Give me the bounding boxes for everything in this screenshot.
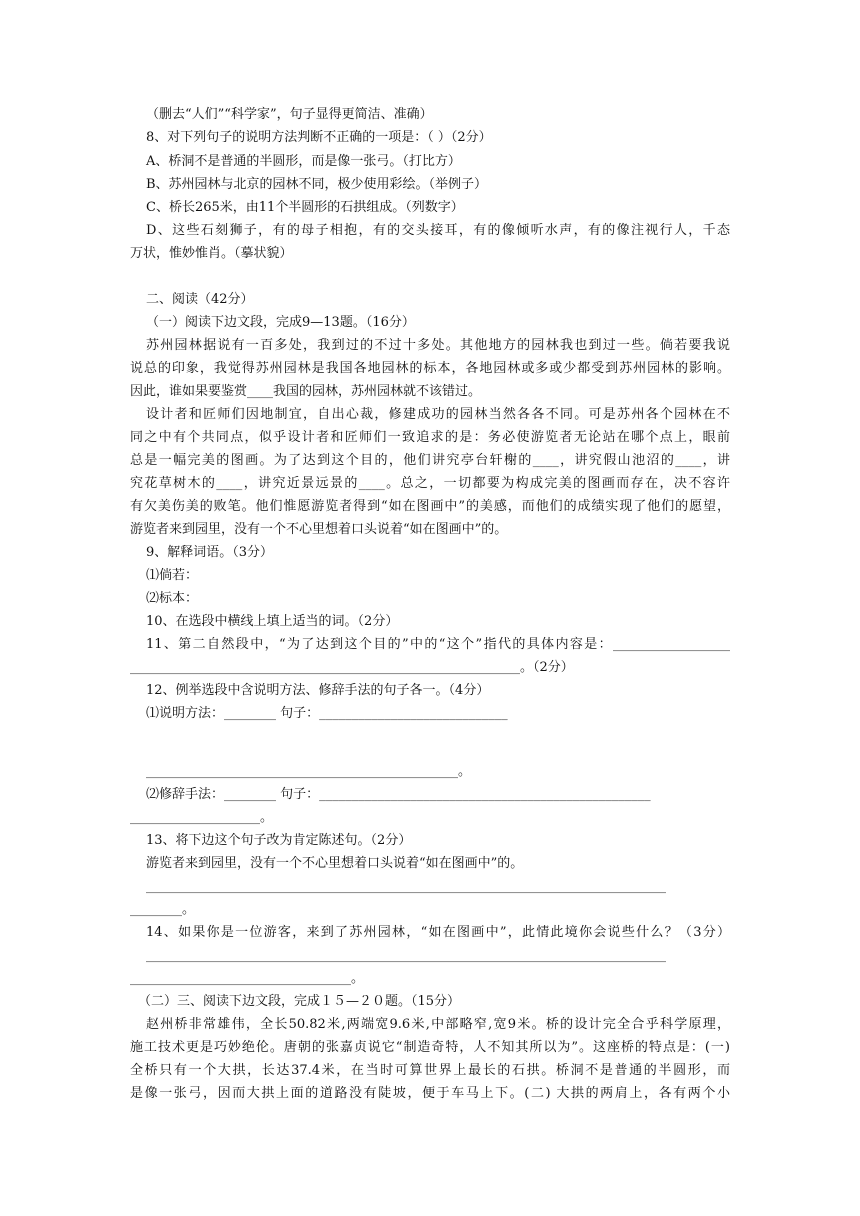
- section-2-title: 二、阅读（42分）: [146, 292, 254, 307]
- passage-line: 是像一张弓，因而大拱上面的道路没有陡坡，便于车马上下。(二) 大拱的两肩上，各有两个小: [130, 1086, 730, 1101]
- question-12-2: ⑵修辞手法：________ 句子：___________________________________________________: [146, 787, 651, 802]
- question-12: 12、例举选段中含说明方法、修辞手法的句子各一。（4分）: [146, 683, 490, 698]
- option-a: A、桥洞不是普通的半圆形，而是像一张弓。（打比方）: [146, 154, 461, 169]
- question-9-2: ⑵标本：: [146, 591, 199, 606]
- question-13-sentence: 游览者来到园里，没有一个不心里想着口头说着“如在图画中”的。: [146, 856, 524, 871]
- passage-line: 赵州桥非常雄伟，全长50.82米,两端宽9.6米,中部略窄,宽9米。桥的设计完全合乎科学原理，: [146, 1017, 730, 1032]
- question-12-1-answer-line: ________________________________________________。: [146, 764, 471, 779]
- question-11: 11、第二自然段中，“为了达到这个目的”中的“这个”指代的具体内容是：__________________: [146, 637, 730, 652]
- passage-2-instruction: （二）三、阅读下边文段，完成１５—２０题。（15分）: [138, 994, 461, 1009]
- passage-line: 设计者和匠师们因地制宜，自出心裁，修建成功的园林当然各各不同。可是苏州各个园林在不: [146, 407, 730, 422]
- question-13-answer-line: ________。: [130, 902, 196, 917]
- question-8: 8、对下列句子的说明方法判断不正确的一项是：（ ）（2分）: [146, 130, 492, 145]
- passage-line: 游览者来到园里，没有一个不心里想着口头说着“如在图画中”的。: [130, 522, 508, 537]
- option-d: D、这些石刻狮子，有的母子相抱，有的交头接耳，有的像倾听水声，有的像注视行人，千态: [146, 223, 730, 238]
- question-10: 10、在选段中横线上填上适当的词。（2分）: [146, 614, 399, 629]
- passage-line: 总是一幅完美的图画。为了达到这个目的，他们讲究亭台轩榭的____，讲究假山池沼的____，讲: [130, 453, 730, 468]
- option-b: B、苏州园林与北京的园林不同，极少使用彩绘。（举例子）: [146, 177, 488, 192]
- passage-line: 说总的印象，我觉得苏州园林是我国各地园林的标本，各地园林或多或少都受到苏州园林的影响。: [130, 361, 730, 376]
- passage-line: 有欠美伤美的败笔。他们惟愿游览者得到“如在图画中”的美感，而他们的成绩实现了他们的愿望，: [130, 499, 730, 514]
- question-12-2-answer-line: ____________________。: [130, 810, 274, 825]
- question-9-1: ⑴倘若：: [146, 568, 199, 583]
- question-9: 9、解释词语。（3分）: [146, 545, 274, 560]
- question-11-answer-line: ____________________________________________________________。（2分）: [130, 660, 574, 675]
- passage-line: 同之中有个共同点，似乎设计者和匠师们一致追求的是：务必使游览者无论站在哪个点上，眼前: [130, 430, 730, 445]
- question-13-answer-line: ________________________________________________________________________________: [146, 879, 666, 894]
- passage-line: 施工技术更是巧妙绝伦。唐朝的张嘉贞说它“制造奇特，人不知其所以为”。这座桥的特点是：(一): [130, 1040, 730, 1055]
- question-14: 14、如果你是一位游客，来到了苏州园林，“如在图画中”，此情此境你会说些什么？（3分）: [146, 925, 730, 940]
- passage-line: 究花草树木的____，讲究近景远景的____。总之，一切都要为构成完美的图画而存在，决不容许: [130, 476, 730, 491]
- question-12-1: ⑴说明方法：________ 句子：_____________________________: [146, 706, 508, 721]
- question-14-answer-line: __________________________________。: [130, 971, 365, 986]
- question-13: 13、将下边这个句子改为肯定陈述句。（2分）: [146, 833, 412, 848]
- text-line: （删去“人们”“科学家”，句子显得更简洁、准确）: [146, 107, 433, 122]
- passage-line: 全桥只有一个大拱，长达37.4米，在当时可算世界上最长的石拱。桥洞不是普通的半圆形，而: [130, 1063, 730, 1078]
- question-14-answer-line: ________________________________________________________________________________: [146, 948, 666, 963]
- passage-1-instruction: （一）阅读下边文段，完成9—13题。（16分）: [146, 315, 415, 330]
- option-d-cont: 万状，惟妙惟肖。（摹状貌）: [130, 246, 293, 261]
- passage-line: 苏州园林据说有一百多处，我到过的不过十多处。其他地方的园林我也到过一些。倘若要我说: [146, 338, 730, 353]
- option-c: C、桥长265米，由11个半圆形的石拱组成。（列数字）: [146, 200, 464, 215]
- passage-line: 因此，谁如果要鉴赏____我国的园林，苏州园林就不该错过。: [130, 384, 482, 399]
